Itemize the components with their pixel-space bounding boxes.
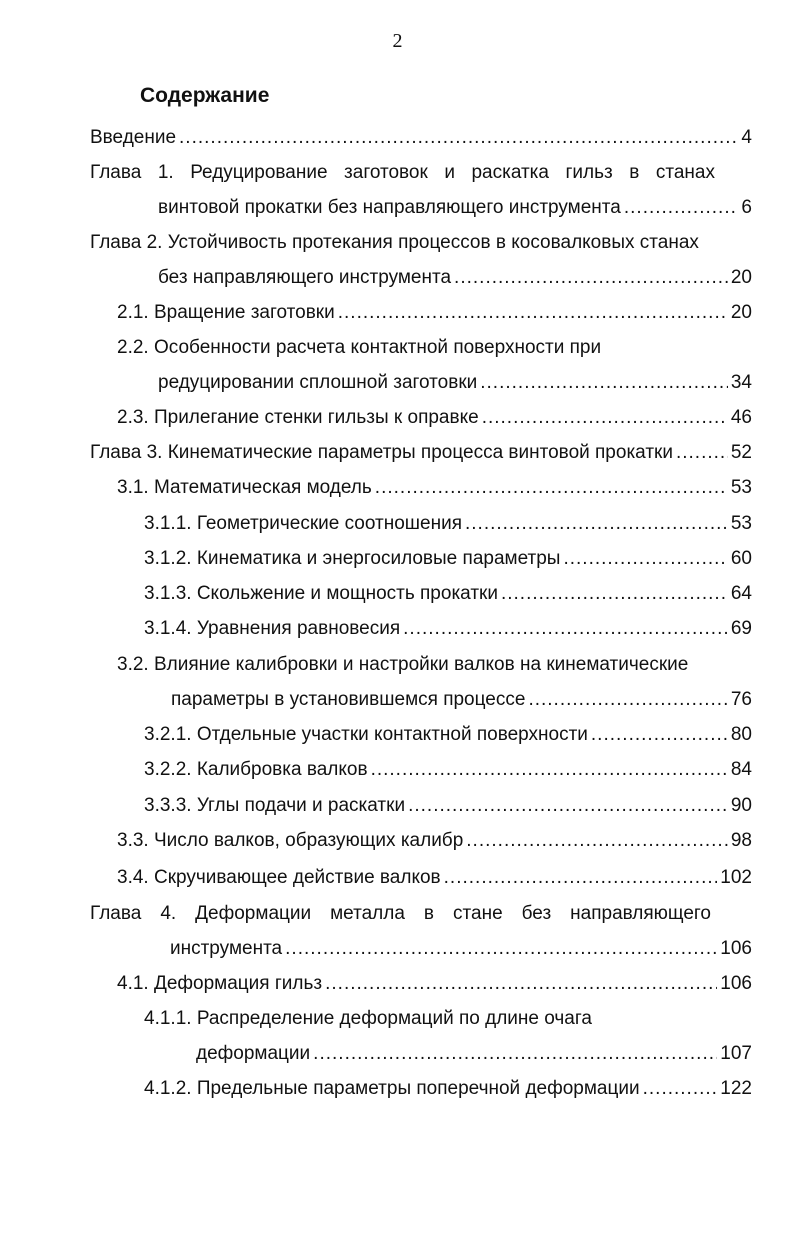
leader-dots: [371, 758, 728, 782]
toc-entry-page: 53: [730, 513, 752, 534]
leader-dots: [179, 126, 738, 150]
toc-entry-text: Глава 3. Кинематические параметры процесса винтовой прокатки: [90, 442, 673, 463]
leader-dots: [454, 266, 728, 290]
toc-chapter-2[interactable]: [158, 266, 752, 290]
toc-entry-page: 122: [720, 1078, 752, 1099]
leader-dots: [480, 371, 728, 395]
toc-subsection-4-1-1-line1[interactable]: 4.1.1. Распределение деформаций по длине очага: [144, 1008, 592, 1029]
toc-entry-text: без направляющего инструмента: [158, 267, 452, 288]
toc-entry-text: инструмента: [170, 938, 283, 959]
leader-dots: [313, 1042, 717, 1066]
toc-section-3-2[interactable]: [171, 688, 752, 712]
toc-entry-text: 3.3.3. Углы подачи и раскатки: [144, 795, 406, 816]
leader-dots: [338, 301, 728, 325]
toc-section-2-1[interactable]: [117, 301, 752, 325]
toc-entry-page: 46: [730, 407, 752, 428]
leader-dots: [375, 476, 728, 500]
page-number: 2: [392, 30, 403, 52]
toc-subsection-3-1-1[interactable]: [144, 512, 752, 536]
toc-entry-page: 4: [741, 127, 752, 148]
toc-entry-page: 69: [730, 618, 752, 639]
toc-section-2-3[interactable]: [117, 406, 752, 430]
toc-entry-page: 20: [730, 302, 752, 323]
leader-dots: [465, 512, 728, 536]
toc-entry-page: 106: [720, 938, 752, 959]
toc-entry-text: 4.1.2. Предельные параметры поперечной деформации: [144, 1078, 640, 1099]
toc-chapter-4-line1[interactable]: Глава 4. Деформации металла в стане без направляющего: [90, 903, 711, 924]
leader-dots: [676, 441, 728, 465]
toc-entry-text: 4.1. Деформация гильз: [117, 973, 323, 994]
toc-section-2-2[interactable]: [158, 371, 752, 395]
toc-entry-text: 3.1. Математическая модель: [117, 477, 372, 498]
toc-entry-text: 3.2.2. Калибровка валков: [144, 759, 368, 780]
leader-dots: [325, 972, 717, 996]
toc-entry-page: 107: [720, 1043, 752, 1064]
toc-entry-page: 6: [741, 197, 752, 218]
toc-section-3-1[interactable]: [117, 476, 752, 500]
toc-chapter-3[interactable]: [90, 441, 752, 465]
toc-entry-page: 20: [730, 267, 752, 288]
toc-entry-text: 3.1.3. Скольжение и мощность прокатки: [144, 583, 498, 604]
toc-entry-page: 60: [730, 548, 752, 569]
toc-subsection-3-1-3[interactable]: [144, 582, 752, 606]
toc-section-4-1[interactable]: [117, 972, 752, 996]
toc-entry-text: винтовой прокатки без направляющего инструмента: [158, 197, 621, 218]
toc-entry-text: Введение: [90, 127, 177, 148]
toc-chapter-1[interactable]: [158, 196, 752, 220]
leader-dots: [528, 688, 727, 712]
toc-entry-page: 53: [730, 477, 752, 498]
leader-dots: [444, 866, 718, 890]
toc-chapter-4[interactable]: [170, 937, 752, 961]
toc-entry-text: 3.2.1. Отдельные участки контактной поверхности: [144, 724, 588, 745]
toc-subsection-4-1-2[interactable]: [144, 1077, 752, 1101]
toc-title: Содержание: [140, 84, 270, 107]
leader-dots: [466, 829, 728, 853]
toc-entry-text: редуцировании сплошной заготовки: [158, 372, 478, 393]
toc-subsection-3-3-3[interactable]: [144, 794, 752, 818]
leader-dots: [482, 406, 728, 430]
toc-entry-text: 3.3. Число валков, образующих калибр: [117, 830, 464, 851]
toc-subsection-3-2-1[interactable]: [144, 723, 752, 747]
leader-dots: [643, 1077, 718, 1101]
toc-entry-page: 98: [730, 830, 752, 851]
toc-chapter-2-line1[interactable]: Глава 2. Устойчивость протекания процессов в косовалковых станах: [90, 232, 699, 253]
toc-subsection-3-2-2[interactable]: [144, 758, 752, 782]
leader-dots: [403, 617, 728, 641]
toc-entry-text: 3.1.2. Кинематика и энергосиловые параметры: [144, 548, 561, 569]
toc-entry-introduction[interactable]: [90, 126, 752, 150]
leader-dots: [501, 582, 728, 606]
toc-section-3-2-line1[interactable]: 3.2. Влияние калибровки и настройки валков на кинематические: [117, 654, 689, 675]
toc-entry-page: 64: [730, 583, 752, 604]
toc-section-3-4[interactable]: [117, 866, 752, 890]
leader-dots: [563, 547, 727, 571]
toc-chapter-1-line1[interactable]: Глава 1. Редуцирование заготовок и раскатка гильз в станах: [90, 162, 715, 183]
toc-entry-page: 52: [730, 442, 752, 463]
toc-entry-page: 90: [730, 795, 752, 816]
toc-entry-text: параметры в установившемся процессе: [171, 689, 526, 710]
toc-entry-page: 80: [730, 724, 752, 745]
toc-entry-text: 3.1.1. Геометрические соотношения: [144, 513, 462, 534]
toc-entry-text: деформации: [196, 1043, 311, 1064]
toc-entry-text: 3.1.4. Уравнения равновесия: [144, 618, 401, 639]
toc-entry-page: 84: [730, 759, 752, 780]
toc-section-3-3[interactable]: [117, 829, 752, 853]
leader-dots: [408, 794, 728, 818]
toc-entry-page: 102: [720, 867, 752, 888]
leader-dots: [591, 723, 728, 747]
toc-entry-page: 76: [730, 689, 752, 710]
toc-subsection-3-1-4[interactable]: [144, 617, 752, 641]
leader-dots: [624, 196, 739, 220]
toc-entry-page: 34: [730, 372, 752, 393]
toc-subsection-4-1-1[interactable]: [196, 1042, 752, 1066]
toc-section-2-2-line1[interactable]: 2.2. Особенности расчета контактной поверхности при: [117, 337, 602, 358]
toc-entry-text: 2.3. Прилегание стенки гильзы к оправке: [117, 407, 479, 428]
leader-dots: [285, 937, 717, 961]
toc-subsection-3-1-2[interactable]: [144, 547, 752, 571]
toc-entry-page: 106: [720, 973, 752, 994]
toc-entry-text: 3.4. Скручивающее действие валков: [117, 867, 441, 888]
toc-entry-text: 2.1. Вращение заготовки: [117, 302, 335, 323]
